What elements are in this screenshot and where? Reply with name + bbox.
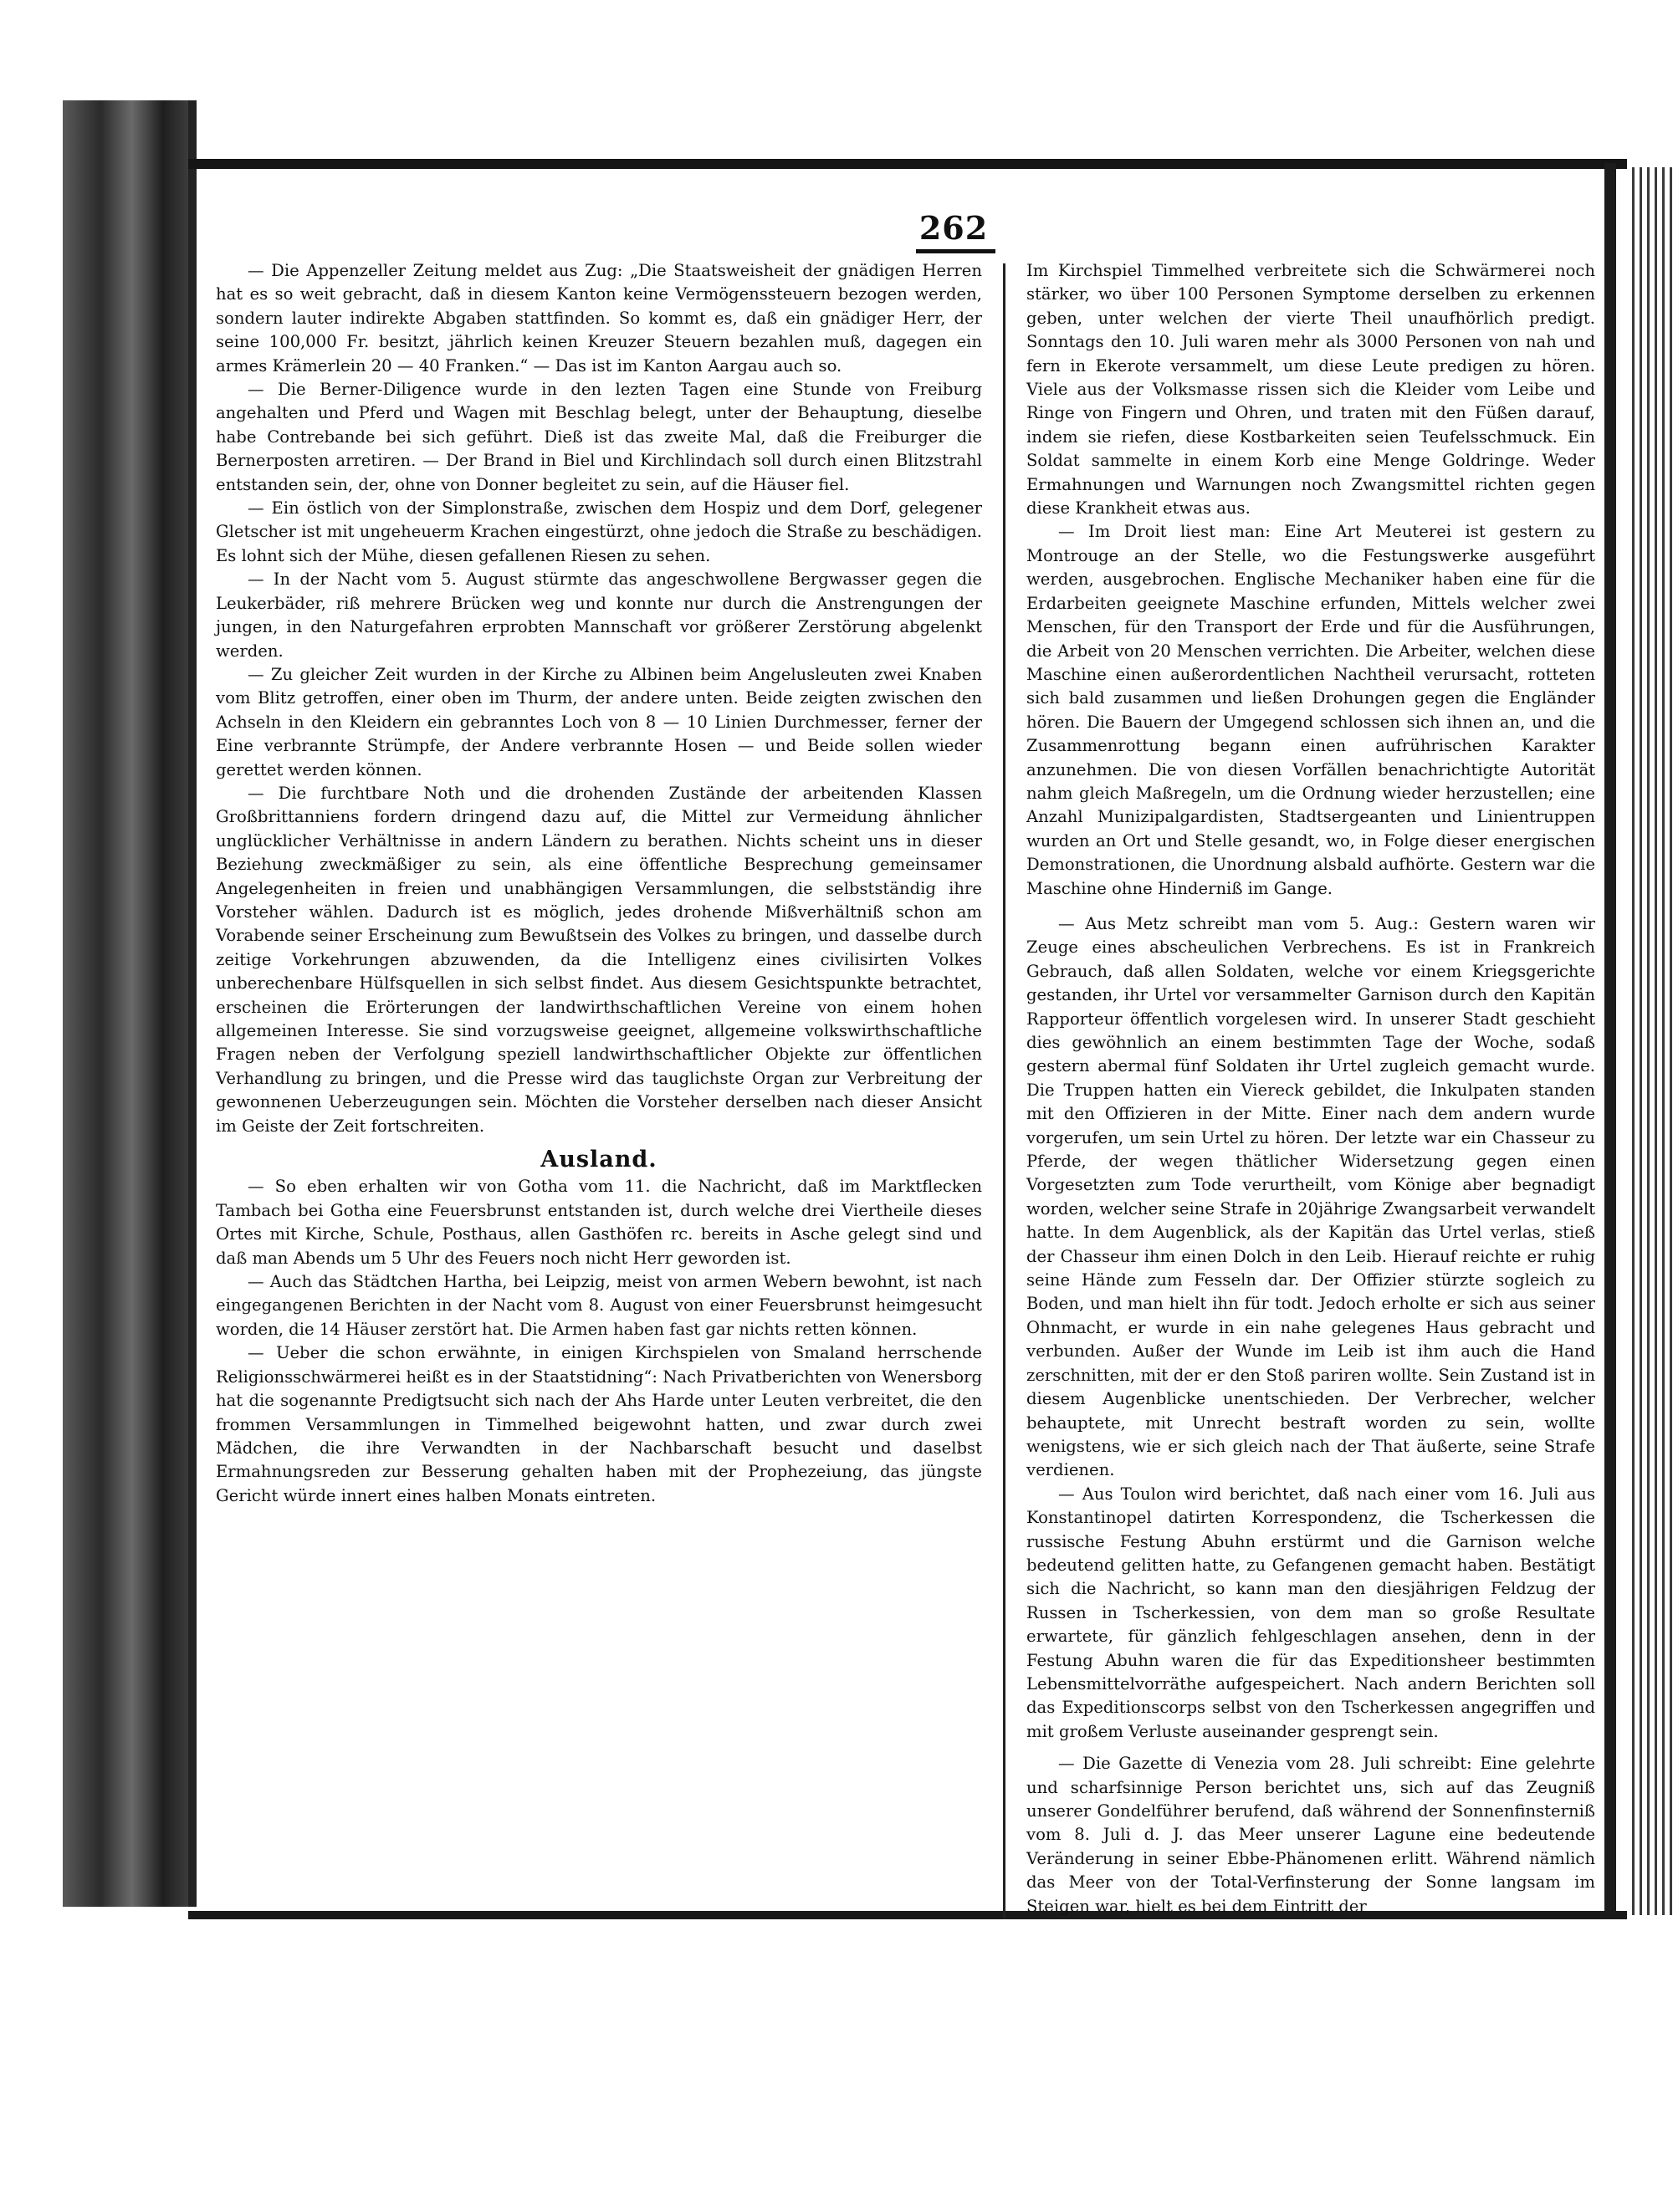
right-column bbox=[1026, 259, 1595, 1918]
article-paragraph: — Im Droit liest man: Eine Art Meuterei ist gestern zu Montrouge an der Stelle, wo die Festungswerke ausgeführt werden, ausgebrochen. Englische Mechaniker haben eine für die Erdarbeiten geeignete Maschine erfunden, Mittels welcher zwei Menschen, für den Transport der Erde und für die Ausführungen, die Arbeit von 20 Menschen verrichten. Die Arbeiter, welchen diese Maschine einen außerordentlichen Nachtheil verursacht, rotteten sich bald zusammen und ließen Drohungen gegen die Engländer hören. Die Bauern der Umgegend schlossen sich ihnen an, und die Zusammenrottung begann einen aufrührischen Karakter anzunehmen. Die von diesen Vorfällen benachrichtigte Autorität nahm gleich Maßregeln, um die Ordnung wieder herzustellen; eine Anzahl Munizipalgardisten, Stadtsergeanten und Linientruppen wurden an Ort und Stelle gesandt, wo, in Folge dieser energischen Demonstrationen, die Unordnung alsbald aufhörte. Gestern war die Maschine ohne Hinderniß im Gange. bbox=[1026, 522, 1595, 898]
article-paragraph: — Ueber die schon erwähnte, in einigen Kirchspielen von Smaland herrschende Religionsschwärmerei heißt es in der Staatstidning“: Nach Privatberichten von Wenersborg hat die sogenannte Predigtsucht sich nach der Ahs Harde unter Leuten verbreitet, die den frommen Versammlungen in Timmelhed beigewohnt hatten, und zwar durch zwei Mädchen, die ihre Verwandten in der Nachbarschaft besucht und daselbst Ermahnungsreden zur Besserung gehalten haben mit der Prophezeiung, das jüngste Gericht würde innert eines halben Monats eintreten. bbox=[216, 1343, 982, 1505]
article-paragraph: — So eben erhalten wir von Gotha vom 11. die Nachricht, daß im Marktflecken Tambach bei Gotha eine Feuersbrunst entstanden ist, durch welche drei Viertheile dieses Ortes mit Kirche, Schule, Posthaus, allen Gasthöfen rc. bereits in Asche gelegt sind und daß man Abends um 5 Uhr des Feuers noch nicht Herr geworden ist. bbox=[216, 1177, 982, 1268]
page-number-underline bbox=[916, 249, 995, 253]
book-edge-right-pages bbox=[1627, 167, 1673, 1915]
section-heading-ausland: Ausland. bbox=[540, 1147, 657, 1173]
book-edge-left bbox=[63, 100, 188, 1907]
article-paragraph-continued: Im Kirchspiel Timmelhed verbreitete sich die Schwärmerei noch stärker, wo über 100 Personen Symptome derselben zu erkennen geben, unter welchen der vierte Theil unaufhörlich predigt. Sonntags den 10. Juli waren mehr als 3000 Personen von nah und fern in Ekerote versammelt, um diese Leute predigen zu hören. Viele aus der Volksmasse rissen sich die Kleider vom Leibe und Ringe von Fingern und Ohren, und traten mit den Füßen darauf, indem sie riefen, diese Kostbarkeiten seien Teufelsschmuck. Ein Soldat sammelte in einem Korb eine Menge Goldringe. Weder Ermahnungen und Warnungen noch Zwangsmittel richten gegen diese Krankheit etwas aus. bbox=[1026, 261, 1595, 519]
article-paragraph: — Die furchtbare Noth und die drohenden Zustände der arbeitenden Klassen Großbrittanniens fordern dringend dazu auf, die Mittel zur Vermeidung ähnlicher unglücklicher Verhältnisse in andern Ländern zu berathen. Nichts scheint uns in dieser Beziehung zweckmäßiger zu sein, als eine öffentliche Besprechung gemeinsamer Angelegenheiten in freien und unabhängigen Versammlungen, die selbstständig ihre Vorsteher wählen. Dadurch ist es möglich, jedes drohende Mißverhältniß schon am Vorabende seiner Erscheinung zum Bewußtsein des Volkes zu bringen, und dasselbe durch zeitige Vorkehrungen abzuwenden, da die Intelligenz eines civilisirten Volkes unberechenbare Hülfsquellen in sich selbst findet. Aus diesem Gesichtspunkte betrachtet, erscheinen die Erörterungen der landwirthschaftlichen Vereine von einem hohen allgemeinen Interesse. Sie sind vorzugsweise geeignet, allgemeine volkswirthschaftliche Fragen neben der Verfolgung speziell landwirthschaftlicher Objekte zur öffentlichen Verhandlung zu bringen, und die Presse wird das tauglichste Organ zur Verbreitung der gewonnenen Ueberzeugungen sein. Möchten die Vorsteher derselben nach dieser Ansicht im Geiste der Zeit fortschreiten. bbox=[216, 783, 982, 1136]
article-paragraph: — Die Berner-Diligence wurde in den lezten Tagen eine Stunde von Freiburg angehalten und Pferd und Wagen mit Beschlag belegt, unter der Behauptung, dieselbe habe Contrebande bei sich geführt. Dieß ist das zweite Mal, daß die Freiburger die Bernerposten arretiren. — Der Brand in Biel und Kirchlindach soll durch einen Blitzstrahl entstanden sein, der, ohne von Donner begleitet zu sein, auf die Häuser fiel. bbox=[216, 380, 982, 494]
article-paragraph: — Aus Toulon wird berichtet, daß nach einer vom 16. Juli aus Konstantinopel datirten Korrespondenz, die Tscherkessen die russische Festung Abuhn erstürmt und die Garnison welche bedeutend gelitten hatte, zu Gefangenen gemacht haben. Bestätigt sich die Nachricht, so kann man den diesjährigen Feldzug der Russen in Tscherkessien, von dem man so große Resultate erwartete, für gänzlich fehlgeschlagen ansehen, denn in der Festung Abuhn waren die für das Expeditionsheer bestimmten Lebensmittelvorräthe aufgespeichert. Nach andern Berichten soll das Expeditionscorps selbst von den Tscherkessen angegriffen und mit großem Verluste auseinander gesprengt sein. bbox=[1026, 1484, 1595, 1741]
book-edge-right bbox=[1604, 163, 1616, 1919]
article-paragraph: — Ein östlich von der Simplonstraße, zwischen dem Hospiz und dem Dorf, gelegener Gletscher ist mit ungeheuerm Krachen eingestürzt, ohne jedoch die Straße zu beschädigen. Es lohnt sich der Mühe, diesen gefallenen Riesen zu sehen. bbox=[216, 498, 982, 565]
left-column bbox=[216, 259, 982, 1508]
article-paragraph: — Die Gazette di Venezia vom 28. Juli schreibt: Eine gelehrte und scharfsinnige Person berichtet uns, sich auf das Zeugniß unserer Gondelführer berufend, daß während der Sonnenfinsterniß vom 8. Juli d. J. das Meer unserer Lagune eine bedeutende Veränderung in seiner Ebbe-Phänomenen erlitt. Während nämlich das Meer von der Total-Verfinsterung der Sonne langsam im Steigen war, hielt es bei dem Eintritt der bbox=[1026, 1754, 1595, 1916]
page-number: 262 bbox=[918, 209, 989, 247]
article-paragraph: — In der Nacht vom 5. August stürmte das angeschwollene Bergwasser gegen die Leukerbäder, riß mehrere Brücken weg und konnte nur durch die Anstrengungen der jungen, in den Naturgefahren erprobten Mannschaft vor größerer Zerstörung abgelenkt werden. bbox=[216, 570, 982, 661]
article-paragraph: — Zu gleicher Zeit wurden in der Kirche zu Albinen beim Angelusleuten zwei Knaben vom Blitz getroffen, einer oben im Thurm, der andere unten. Beide zeigten zwischen den Achseln in den Kleidern ein gebranntes Loch von 8 — 10 Linien Durchmesser, ferner der Eine verbrannte Strümpfe, der Andere verbrannte Hosen — und Beide sollen wieder gerettet werden können. bbox=[216, 664, 982, 779]
column-divider bbox=[1003, 263, 1005, 1919]
top-border-rule bbox=[188, 159, 1627, 169]
article-paragraph: — Die Appenzeller Zeitung meldet aus Zug: „Die Staatsweisheit der gnädigen Herren hat es so weit gebracht, daß in diesem Kanton keine Vermögenssteuern bezogen werden, sondern lauter indirekte Abgaben stattfinden. So kommt es, daß ein gnädiger Herr, der seine 100,000 Fr. besitzt, jährlich keinen Kreuzer Steuern bezahlen muß, dagegen ein armes Krämerlein 20 — 40 Franken.“ — Das ist im Kanton Aargau auch so. bbox=[216, 261, 982, 375]
article-paragraph: — Auch das Städtchen Hartha, bei Leipzig, meist von armen Webern bewohnt, ist nach eingegangenen Berichten in der Nacht vom 8. August von einer Feuersbrunst heimgesucht worden, die 14 Häuser zerstört hat. Die Armen haben fast gar nichts retten können. bbox=[216, 1272, 982, 1339]
article-paragraph: — Aus Metz schreibt man vom 5. Aug.: Gestern waren wir Zeuge eines abscheulichen Verbrechens. Es ist in Frankreich Gebrauch, daß allen Soldaten, welche vor einem Kriegsgerichte gestanden, ihr Urtel vor versammelter Garnison durch den Kapitän Rapporteur öffentlich vorgelesen wird. In unserer Stadt geschieht dies gewöhnlich an einem bestimmten Tage der Woche, sodaß gestern abermal fünf Soldaten ihr Urtel zugleich gemacht wurde. Die Truppen hatten ein Viereck gebildet, die Inkulpaten standen mit den Offizieren in der Mitte. Einer nach dem andern wurde vorgerufen, um sein Urtel zu hören. Der letzte war ein Chasseur zu Pferde, der wegen thätlicher Widersetzung gegen einen Vorgesetzten zum Tode verurtheilt, vom Könige aber begnadigt worden, welcher seine Strafe in 20jährige Zwangsarbeit verwandelt hatte. In dem Augenblick, als der Kapitän das Urtel verlas, stieß der Chasseur ihm einen Dolch in den Leib. Hierauf reichte er ruhig seine Hände zum Fesseln dar. Der Offizier stürzte sogleich zu Boden, und man hielt ihn für todt. Jedoch erholte er sich aus seiner Ohnmacht, er wurde in ein nahe gelegenes Haus gebracht und verbunden. Außer der Wunde im Leib ist ihm auch die Hand zerschnitten, mit der er den Stoß pariren wollte. Sein Zustand ist in diesem Augenblicke unentschieden. Der Verbrecher, welcher behauptete, mit Unrecht bestraft worden zu sein, wollte wenigstens, wie er sich gleich nach der That äußerte, seine Strafe verdienen. bbox=[1026, 913, 1595, 1480]
